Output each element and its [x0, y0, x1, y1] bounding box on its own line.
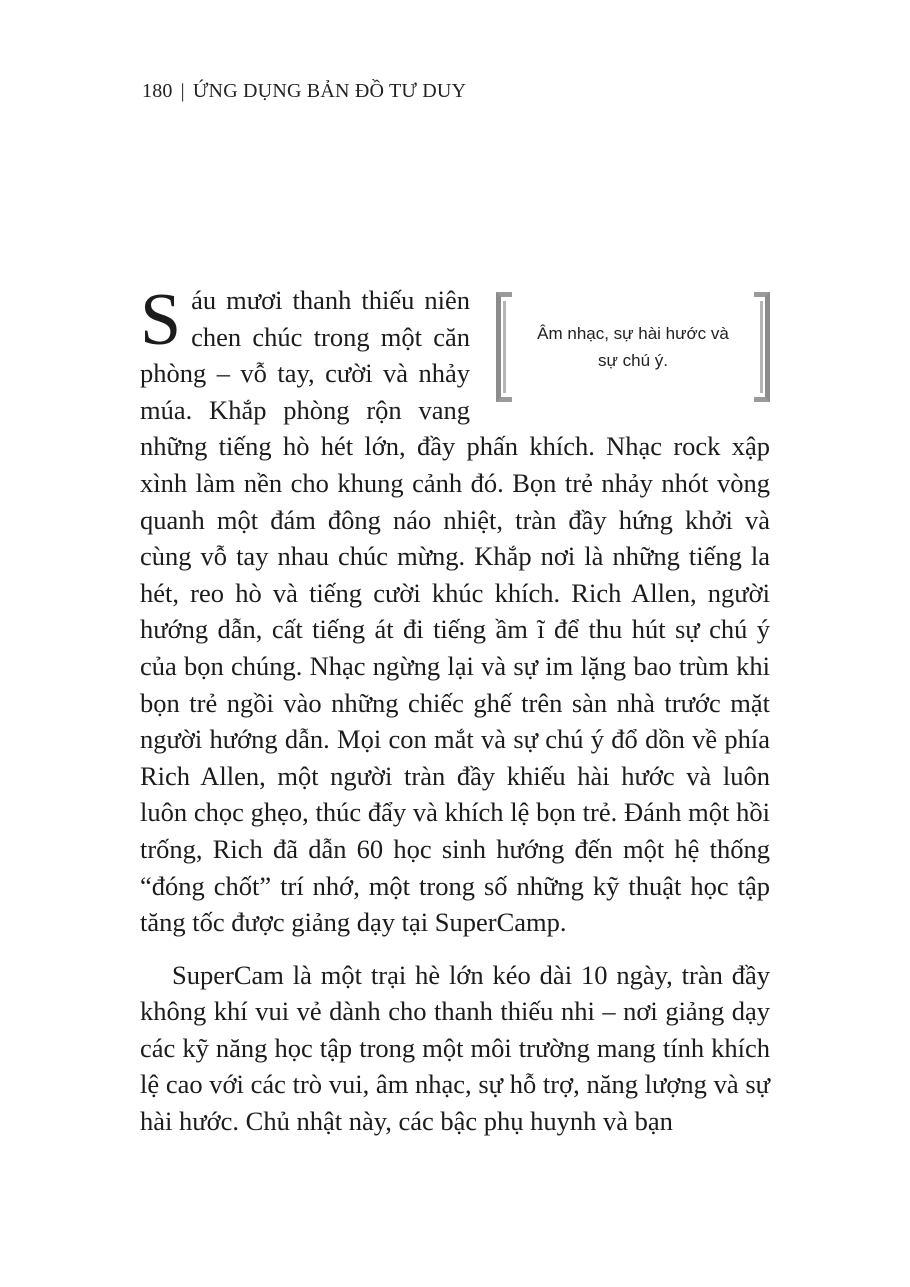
book-title: ỨNG DỤNG BẢN ĐỒ TƯ DUY: [192, 80, 467, 102]
header-separator: |: [180, 80, 185, 102]
page-body: [140, 279, 770, 1140]
page-number: 180: [142, 80, 173, 102]
paragraph-2: SuperCam là một trại hè lớn kéo dài 10 ngày, tràn đầy không khí vui vẻ dành cho thanh thiếu nhi – nơi giảng dạy các kỹ năng học tập trong một môi trường mang tính khích lệ cao với các trò vui, âm nhạc, sự hỗ trợ, năng lượng và sự hài hước. Chủ nhật này, các bậc phụ huynh và bạn: [140, 959, 770, 1137]
drop-cap-letter: S: [140, 279, 182, 361]
right-bracket-decoration: [754, 292, 770, 402]
pull-quote-line-2: sự chú ý.: [598, 351, 668, 370]
pull-quote-text: [518, 320, 748, 374]
left-bracket-decoration: [496, 292, 512, 402]
pull-quote-box: [496, 292, 770, 402]
running-header: [142, 80, 466, 103]
paragraph-1-text: áu mươi thanh thiếu niên chen chúc trong một căn phòng – vỗ tay, cười và nhảy múa. Khắp phòng rộn vang những tiếng hò hét lớn, đầy phấn khích. Nhạc rock xập xình làm nền cho khung cảnh đó. Bọn trẻ nhảy nhót vòng quanh một đám đông náo nhiệt, tràn đầy hứng khởi và cùng vỗ tay nhau chúc mừng. Khắp nơi là những tiếng la hét, reo hò và tiếng cười khúc khích. Rich Allen, người hướng dẫn, cất tiếng át đi tiếng ầm ĩ để thu hút sự chú ý của bọn chúng. Nhạc ngừng lại và sự im lặng bao trùm khi bọn trẻ ngồi vào những chiếc ghế trên sàn nhà trước mặt người hướng dẫn. Mọi con mắt và sự chú ý đổ dồn về phía Rich Allen, một người tràn đầy khiếu hài hước và luôn luôn chọc ghẹo, thúc đẩy và khích lệ bọn trẻ. Đánh một hồi trống, Rich đã dẫn 60 học sinh hướng đến một hệ thống “đóng chốt” trí nhớ, một trong số những kỹ thuật học tập tăng tốc được giảng dạy tại SuperCamp.: [140, 285, 770, 938]
pull-quote-line-1: Âm nhạc, sự hài hước và: [537, 324, 729, 343]
